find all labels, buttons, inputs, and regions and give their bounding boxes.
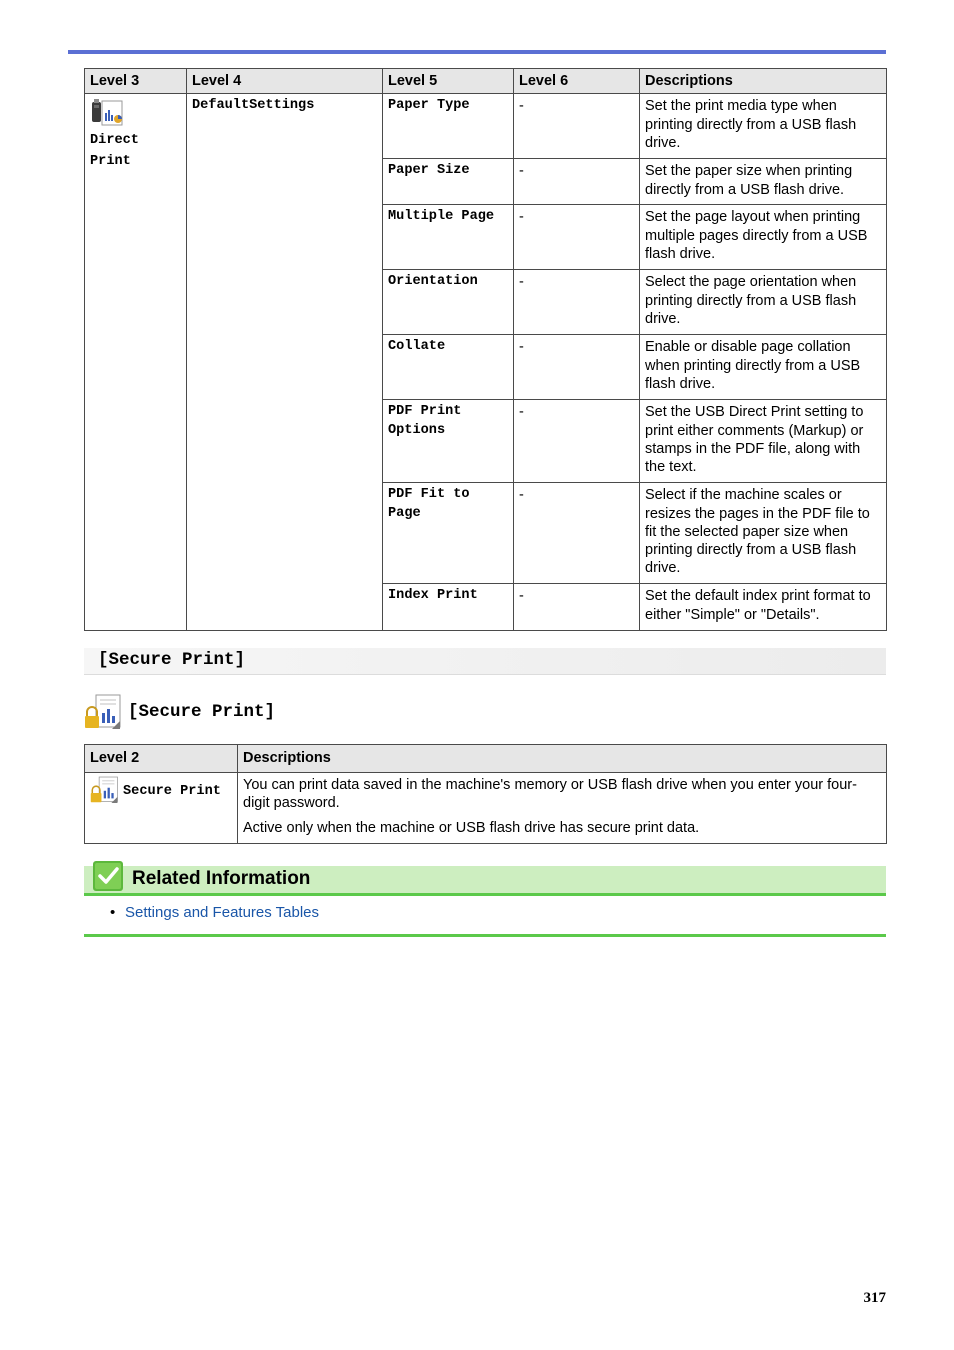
- section-heading-bar: [84, 648, 886, 675]
- description-cell: [238, 773, 887, 844]
- settings-table-secure-print: [84, 744, 887, 844]
- description: Enable or disable page collation when printing directly from a USB flash drive.: [640, 335, 887, 400]
- level6-value: -: [514, 94, 640, 159]
- section-title: [Secure Print]: [98, 650, 246, 670]
- description: Select the page orientation when printing directly from a USB flash drive.: [640, 270, 887, 335]
- description-text: You can print data saved in the machine's memory or USB flash drive when you enter your four-digit password.: [243, 777, 857, 812]
- table-header-row: [85, 69, 887, 94]
- description: Set the default index print format to either "Simple" or "Details".: [640, 584, 887, 631]
- level3-label: Direct Print: [90, 133, 139, 169]
- header-level5: Level 5: [383, 69, 514, 94]
- level4-label: DefaultSettings: [187, 94, 383, 631]
- table-row: [85, 94, 887, 159]
- bottom-rule: [84, 934, 886, 937]
- level5-paper-size: Paper Size: [383, 159, 514, 205]
- checkmark-icon: [93, 861, 123, 891]
- description-note: Active only when the machine or USB flash drive has secure print data.: [243, 819, 700, 836]
- header-level3: Level 3: [85, 69, 187, 94]
- description: Set the USB Direct Print setting to print either comments (Markup) or stamps in the PDF file, along with the text.: [640, 400, 887, 483]
- level6-value: -: [514, 159, 640, 205]
- level5-pdf-fit-to-page: PDF Fit to Page: [383, 483, 514, 584]
- level2-label: Secure Print: [123, 783, 221, 799]
- table-row: [85, 773, 887, 844]
- description: Set the page layout when printing multiple pages directly from a USB flash drive.: [640, 205, 887, 270]
- table-header-row: [85, 745, 887, 773]
- top-rule: [68, 50, 886, 54]
- header-descriptions: Descriptions: [640, 69, 887, 94]
- description: Set the print media type when printing directly from a USB flash drive.: [640, 94, 887, 159]
- usb-direct-print-icon: [90, 99, 126, 127]
- secure-print-lock-icon: [90, 776, 119, 804]
- header-descriptions: Descriptions: [238, 745, 887, 773]
- level5-multiple-page: Multiple Page: [383, 205, 514, 270]
- secure-print-lock-icon: [84, 694, 122, 730]
- level5-index-print: Index Print: [383, 584, 514, 631]
- level5-collate: Collate: [383, 335, 514, 400]
- description: Select if the machine scales or resizes the pages in the PDF file to fit the selected paper size when printing directly from a USB flash drive.: [640, 483, 887, 584]
- level5-pdf-print-options: PDF Print Options: [383, 400, 514, 483]
- bullet: •: [110, 904, 116, 921]
- settings-and-features-tables-link[interactable]: Settings and Features Tables: [125, 904, 320, 921]
- page-number: 317: [863, 1290, 886, 1306]
- level2-cell: [85, 773, 238, 844]
- level3-cell: [85, 94, 187, 631]
- level6-value: -: [514, 400, 640, 483]
- level6-value: -: [514, 584, 640, 631]
- level6-value: -: [514, 270, 640, 335]
- related-information-bar: [84, 866, 886, 896]
- subsection-title: [Secure Print]: [128, 702, 276, 722]
- header-level4: Level 4: [187, 69, 383, 94]
- description: Set the paper size when printing directly from a USB flash drive.: [640, 159, 887, 205]
- settings-table-direct-print: [84, 68, 887, 631]
- level6-value: -: [514, 205, 640, 270]
- level5-orientation: Orientation: [383, 270, 514, 335]
- header-level2: Level 2: [85, 745, 238, 773]
- related-information-title: Related Information: [132, 868, 311, 889]
- level6-value: -: [514, 335, 640, 400]
- header-level6: Level 6: [514, 69, 640, 94]
- level5-paper-type: Paper Type: [383, 94, 514, 159]
- level6-value: -: [514, 483, 640, 584]
